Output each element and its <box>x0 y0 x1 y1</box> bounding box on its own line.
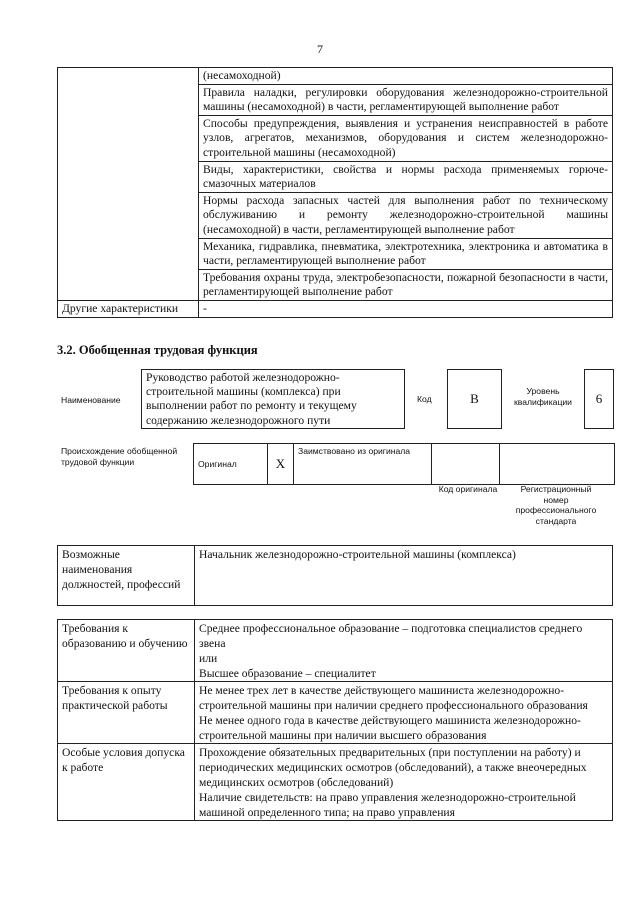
requirement-line: Наличие свидетельств: на право управления железнодорожно-строительной машиной определенного типа; на право управления <box>199 791 576 819</box>
table-row <box>58 744 613 821</box>
other-characteristics-label: Другие характеристики <box>58 300 199 317</box>
knowledge-table <box>57 67 613 318</box>
knowledge-item: Механика, гидравлика, пневматика, электротехника, электроника и автоматика в части, регламентирующей выполнение работ <box>199 238 613 269</box>
code-label: Код <box>417 394 432 404</box>
experience-label: Требования к опыту практической работы <box>58 682 195 744</box>
requirement-line: Не менее одного года в качестве действующего машиниста железнодорожно-строительной машины при наличии высшего образования <box>199 714 581 742</box>
requirement-line: или <box>199 652 218 665</box>
other-characteristics-value: - <box>199 300 613 317</box>
table-row <box>58 68 613 85</box>
section-title: 3.2. Обобщенная трудовая функция <box>57 343 258 357</box>
knowledge-item: Способы предупреждения, выявления и устранения неисправностей в работе узлов, агрегатов, механизмов, оборудования и систем железнодорожно-строительной машины (несамоходной) <box>199 115 613 161</box>
origin-table <box>193 443 615 485</box>
page-number: 7 <box>317 42 323 56</box>
original-label: Оригинал <box>194 444 268 485</box>
qualification-level-box: 6 <box>584 369 614 429</box>
table-row <box>58 682 613 744</box>
admission-value <box>195 744 613 821</box>
table-row <box>58 546 613 606</box>
origin-label: Происхождение обобщенной трудовой функции <box>61 446 178 467</box>
code-original-caption: Код оригинала <box>438 484 498 494</box>
knowledge-item: Виды, характеристики, свойства и нормы расхода применяемых горюче-смазочных материалов <box>199 161 613 192</box>
knowledge-label-cell <box>58 68 199 301</box>
reg-number-caption: Регистрационный номер профессионального стандарта <box>515 484 597 526</box>
level-label: Уровень квалификации <box>514 386 572 407</box>
requirement-line: Среднее профессиональное образование – подготовка специалистов среднего звена <box>199 622 583 650</box>
education-label: Требования к образованию и обучению <box>58 620 195 682</box>
positions-label: Возможные наименования должностей, профессий <box>58 546 195 606</box>
positions-table <box>57 545 613 606</box>
name-label: Наименование <box>61 395 121 405</box>
requirement-line: Прохождение обязательных предварительных (при поступлении на работу) и периодических медицинских осмотров (обследований), а также внеочередных медицинских осмотров (обследований) <box>199 746 587 789</box>
requirement-line: Высшее образование – специалитет <box>199 667 376 680</box>
table-row <box>58 620 613 682</box>
knowledge-item: Правила наладки, регулировки оборудования железнодорожно-строительной машины (несамоходной) в части, регламентирующей выполнение работ <box>199 84 613 115</box>
admission-label: Особые условия допуска к работе <box>58 744 195 821</box>
knowledge-item: Требования охраны труда, электробезопасности, пожарной безопасности в части, регламентирующей выполнение работ <box>199 269 613 300</box>
positions-value: Начальник железнодорожно-строительной машины (комплекса) <box>195 546 613 606</box>
education-value <box>195 620 613 682</box>
code-original-cell <box>432 444 500 485</box>
requirement-line: Не менее трех лет в качестве действующего машиниста железнодорожно-строительной машины при наличии среднего профессионального образования <box>199 684 588 712</box>
requirements-table <box>57 619 613 821</box>
function-name-box: Руководство работой железнодорожно-строительной машины (комплекса) при выполнении работ по ремонту и текущему содержанию железнодорожного пути <box>141 369 405 429</box>
borrowed-label: Заимствовано из оригинала <box>294 444 432 485</box>
function-code-box: B <box>447 369 502 429</box>
experience-value <box>195 682 613 744</box>
table-row <box>194 444 615 485</box>
original-mark: X <box>268 444 294 485</box>
knowledge-continuation: (несамоходной) <box>199 68 613 85</box>
knowledge-item: Нормы расхода запасных частей для выполнения работ по техническому обслуживанию и ремонту железнодорожно-строительной машины (несамоходной) в части, регламентирующей выполнение работ <box>199 192 613 238</box>
table-row <box>58 300 613 317</box>
reg-number-cell <box>500 444 615 485</box>
